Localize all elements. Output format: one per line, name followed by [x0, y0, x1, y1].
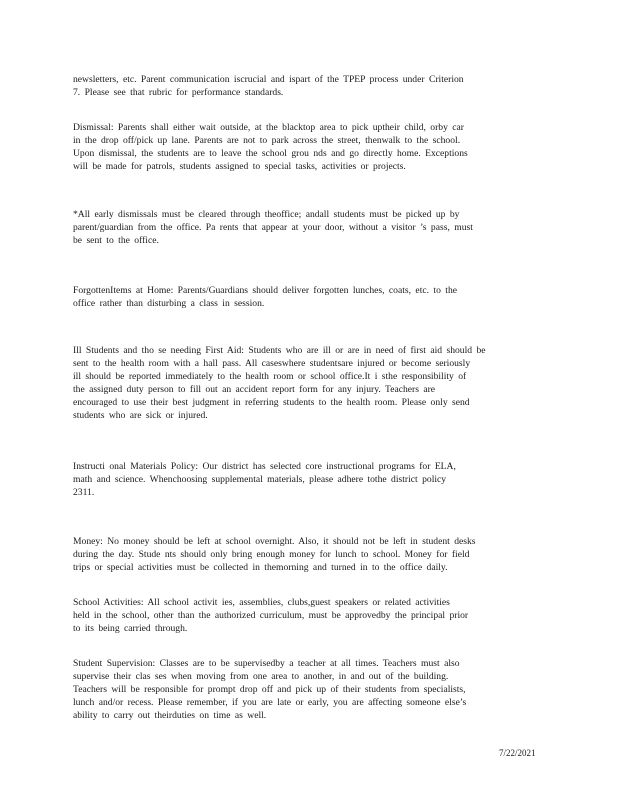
paragraph-newsletters — [73, 73, 541, 99]
footer-date: 7/22/2021 — [499, 748, 536, 758]
paragraph-ill-students — [73, 344, 541, 422]
paragraph-forgotten-items — [73, 284, 541, 310]
paragraph-early-dismissals — [73, 208, 541, 247]
text-line: will be made for patrols, students assigned to special tasks, activities or projects. — [73, 161, 406, 172]
text-line: 2311. — [73, 487, 95, 498]
text-line: the assigned duty person to fill out an accident report form for any injury. Teachers are — [73, 384, 436, 395]
text-line: ForgottenItems at Home: Parents/Guardians should deliver forgotten lunches, coats, etc. to the — [73, 285, 457, 296]
text-line: newsletters, etc. Parent communication iscrucial and ispart of the TPEP process under Criterion — [73, 74, 464, 85]
paragraph-money — [73, 535, 541, 574]
text-line: sent to the health room with a hall pass. All caseswhere studentsare injured or become seriously — [73, 358, 471, 369]
text-line: to its being carried through. — [73, 623, 188, 634]
text-line: Dismissal: Parents shall either wait outside, at the blacktop area to pick uptheir child, orby car — [73, 122, 464, 133]
text-line: parent/guardian from the office. Pa rents that appear at your door, without a visitor ’s pass, must — [73, 222, 473, 233]
text-line: supervise their clas ses when moving from one area to another, in and out of the building. — [73, 671, 449, 682]
text-line: held in the school, other than the authorized curriculum, must be approvedby the principal prior — [73, 610, 469, 621]
text-line: Upon dismissal, the students are to leave the school grou nds and go directly home. Exceptions — [73, 148, 468, 159]
text-line: be sent to the office. — [73, 235, 159, 246]
text-line: in the drop off/pick up lane. Parents are not to park across the street, thenwalk to the school. — [73, 135, 461, 146]
text-line: Ill Students and tho se needing First Aid: Students who are ill or are in need of first aid should be — [73, 345, 486, 356]
text-line: trips or special activities must be collected in themorning and turned in to the office daily. — [73, 562, 448, 573]
text-line: math and science. Whenchoosing supplemental materials, please adhere tothe district policy — [73, 474, 447, 485]
text-line: ability to carry out theirduties on time as well. — [73, 710, 267, 721]
text-line: during the day. Stude nts should only bring enough money for lunch to school. Money for field — [73, 549, 470, 560]
text-line: students who are sick or injured. — [73, 410, 208, 421]
paragraph-dismissal — [73, 121, 541, 173]
text-line: Instructi onal Materials Policy: Our district has selected core instructional programs for ELA, — [73, 461, 456, 472]
text-line: Student Supervision: Classes are to be supervisedby a teacher at all times. Teachers must also — [73, 658, 460, 669]
paragraph-instructional-materials — [73, 460, 541, 499]
text-line: School Activities: All school activit ies, assemblies, clubs,guest speakers or related activities — [73, 597, 450, 608]
text-line: *All early dismissals must be cleared through theoffice; andall students must be picked up by — [73, 209, 460, 220]
text-line: encouraged to use their best judgment in referring students to the health room. Please only send — [73, 397, 470, 408]
text-line: Teachers will be responsible for prompt drop off and pick up of their students from specialists, — [73, 684, 466, 695]
paragraph-student-supervision — [73, 657, 541, 722]
text-line: ill should be reported immediately to the health room or school office.It i sthe responsibility of — [73, 371, 467, 382]
text-line: Money: No money should be left at school overnight. Also, it should not be left in student desks — [73, 536, 476, 547]
text-line: lunch and/or recess. Please remember, if you are late or early, you are affecting someone else’s — [73, 697, 467, 708]
text-line: 7. Please see that rubric for performance standards. — [73, 87, 284, 98]
paragraph-school-activities — [73, 596, 541, 635]
text-line: office rather than disturbing a class in session. — [73, 298, 265, 309]
